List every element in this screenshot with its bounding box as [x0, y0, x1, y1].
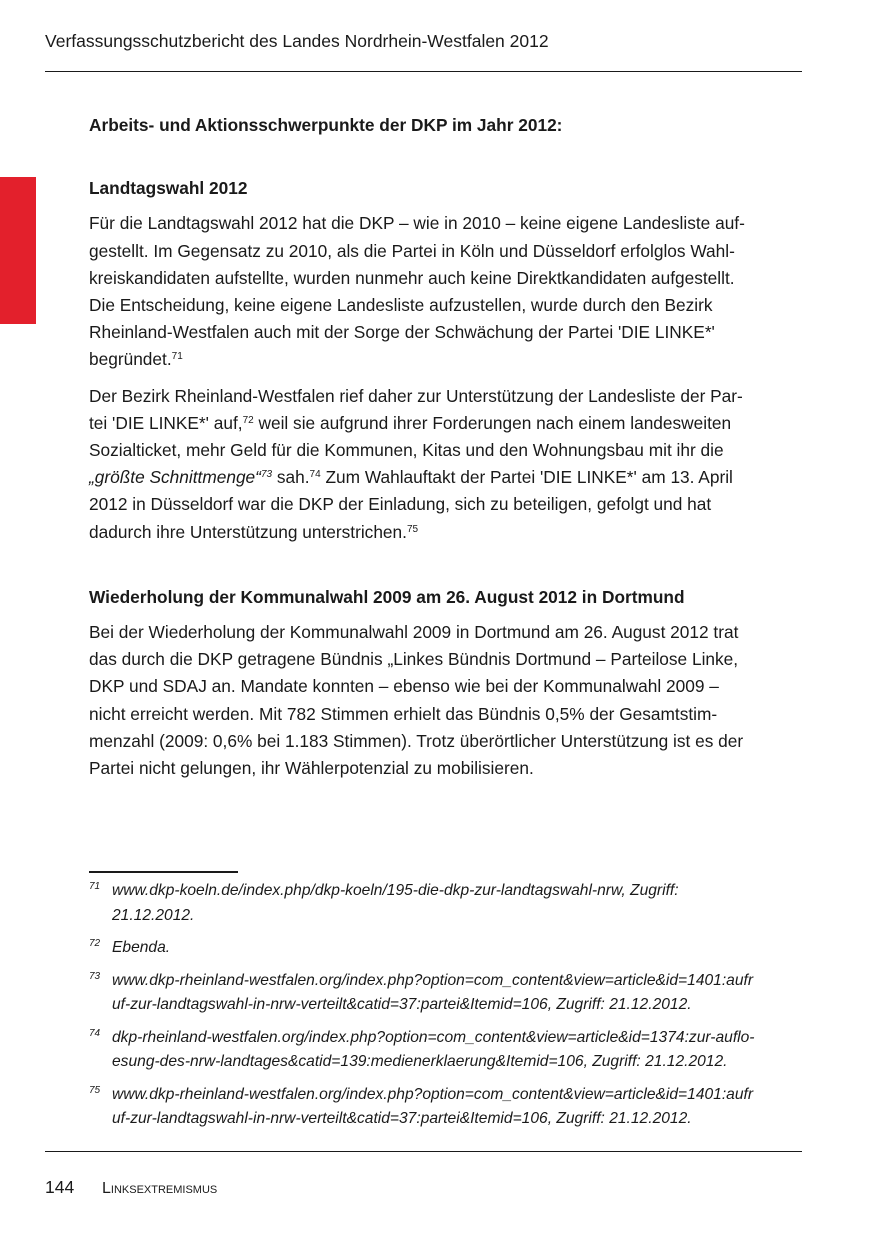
text-line: gestellt. Im Gegensatz zu 2010, als die Partei in Köln und Düsseldorf erfolglos Wahl- [89, 240, 735, 261]
text-fragment: weil sie aufgrund ihrer Forderungen nach einem landesweiten [253, 412, 732, 433]
text-line [89, 464, 802, 491]
footnote-text[interactable]: dkp-rheinland-westfalen.org/index.php?option=com_content&view=article&id=1374:zur-auflo- [112, 1028, 755, 1046]
main-heading: Arbeits- und Aktionsschwerpunkte der DKP im Jahr 2012: [89, 115, 563, 135]
footnote-text: 21.12.2012. [112, 906, 195, 924]
footnote-74 [89, 1026, 802, 1075]
text-line: Bei der Wiederholung der Kommunalwahl 2009 in Dortmund am 26. August 2012 trat [89, 622, 739, 643]
footnote-number: 71 [89, 881, 101, 892]
text-line: Der Bezirk Rheinland-Westfalen rief daher zur Unterstützung der Landesliste der Par- [89, 385, 743, 406]
paragraph-kommunalwahl [89, 619, 802, 782]
text-line: Die Entscheidung, keine eigene Landesliste aufzustellen, wurde durch den Bezirk [89, 295, 713, 316]
text-line [89, 410, 802, 437]
running-header-title: Verfassungsschutzbericht des Landes Nordrhein-Westfalen 2012 [45, 31, 549, 51]
text-line [89, 519, 802, 546]
text-fragment: dadurch ihre Unterstützung unterstrichen. [89, 521, 407, 542]
text-fragment: Zum Wahlauftakt der Partei 'DIE LINKE*' am 13. April [320, 467, 733, 488]
footnotes [89, 879, 802, 1140]
text-line: DKP und SDAJ an. Mandate konnten – ebenso wie bei der Kommunalwahl 2009 – [89, 676, 719, 697]
footnote-number: 75 [89, 1084, 101, 1096]
page-number: 144 [45, 1177, 75, 1197]
footnote-ref-75[interactable]: 75 [406, 523, 419, 535]
footnote-ref-74[interactable]: 74 [309, 469, 321, 481]
text-line: Rheinland-Westfalen auch mit der Sorge der Schwächung der Partei 'DIE LINKE*' [89, 322, 715, 343]
footnote-71 [89, 879, 802, 928]
footnote-separator [89, 871, 238, 873]
footnote-72 [89, 936, 802, 961]
footnote-text[interactable]: esung-des-nrw-landtages&catid=139:medienerklaerung&Itemid=106, Zugriff: 21.12.2012. [112, 1053, 728, 1070]
text-line: 2012 in Düsseldorf war die DKP der Einladung, sich zu beteiligen, gefolgt und hat [89, 494, 712, 515]
section-heading-landtagswahl: Landtagswahl 2012 [89, 178, 248, 199]
footnote-ref-72[interactable]: 72 [242, 414, 254, 426]
section-label: Linksextremismus [102, 1180, 218, 1197]
footnote-73 [89, 969, 802, 1018]
footnote-number: 72 [89, 938, 101, 949]
text-line: nicht erreicht werden. Mit 782 Stimmen erhielt das Bündnis 0,5% der Gesamtstim- [89, 703, 718, 724]
section-heading-kommunalwahl: Wiederholung der Kommunalwahl 2009 am 26. August 2012 in Dortmund [89, 586, 685, 607]
main-content [89, 112, 802, 791]
footnote-number: 73 [89, 970, 101, 982]
text-line: Partei nicht gelungen, ihr Wählerpotenzial zu mobilisieren. [89, 758, 534, 779]
footnote-75 [89, 1083, 802, 1132]
text-fragment: begründet. [89, 349, 172, 370]
quote-emphasis: „größte Schnittmenge“ [89, 467, 261, 488]
text-line: menzahl (2009: 0,6% bei 1.183 Stimmen). Trotz überörtlicher Unterstützung ist es der [89, 730, 744, 751]
text-fragment: sah. [272, 467, 310, 488]
header-rule [45, 71, 802, 72]
text-line: das durch die DKP getragene Bündnis „Linkes Bündnis Dortmund – Parteilose Linke, [89, 649, 739, 670]
chapter-marker [0, 177, 36, 324]
text-line [89, 346, 802, 373]
footnote-number: 74 [89, 1027, 101, 1039]
footnote-text[interactable]: www.dkp-koeln.de/index.php/dkp-koeln/195-die-dkp-zur-landtagswahl-nrw, Zugriff: [112, 882, 679, 899]
text-line: Sozialticket, mehr Geld für die Kommunen, Kitas und den Wohnungsbau mit ihr die [89, 440, 724, 461]
footnote-ref-71[interactable]: 71 [171, 351, 183, 363]
footnote-ref-73[interactable]: 73 [260, 469, 273, 481]
text-line: Für die Landtagswahl 2012 hat die DKP – wie in 2010 – keine eigene Landesliste auf- [89, 213, 745, 234]
page-footer [45, 1176, 217, 1200]
footnote-text[interactable]: www.dkp-rheinland-westfalen.org/index.php?option=com_content&view=article&id=1401:aufr [112, 1085, 754, 1103]
footnote-text: Ebenda. [112, 939, 171, 956]
paragraph-landtagswahl-1 [89, 210, 802, 373]
paragraph-landtagswahl-2 [89, 383, 802, 546]
footnote-text[interactable]: uf-zur-landtagswahl-in-nrw-verteilt&catid=37:partei&Itemid=106, Zugriff: 21.12.2012. [112, 996, 692, 1013]
text-line: kreiskandidaten aufstellte, wurden nunmehr auch keine Direktkandidaten aufgestellt. [89, 267, 735, 288]
footer-rule [45, 1151, 802, 1152]
footnote-text[interactable]: uf-zur-landtagswahl-in-nrw-verteilt&catid=37:partei&Itemid=106, Zugriff: 21.12.2012. [112, 1110, 692, 1127]
text-fragment: tei 'DIE LINKE*' auf, [89, 412, 243, 433]
footnote-text[interactable]: www.dkp-rheinland-westfalen.org/index.php?option=com_content&view=article&id=1401:aufr [112, 971, 754, 989]
